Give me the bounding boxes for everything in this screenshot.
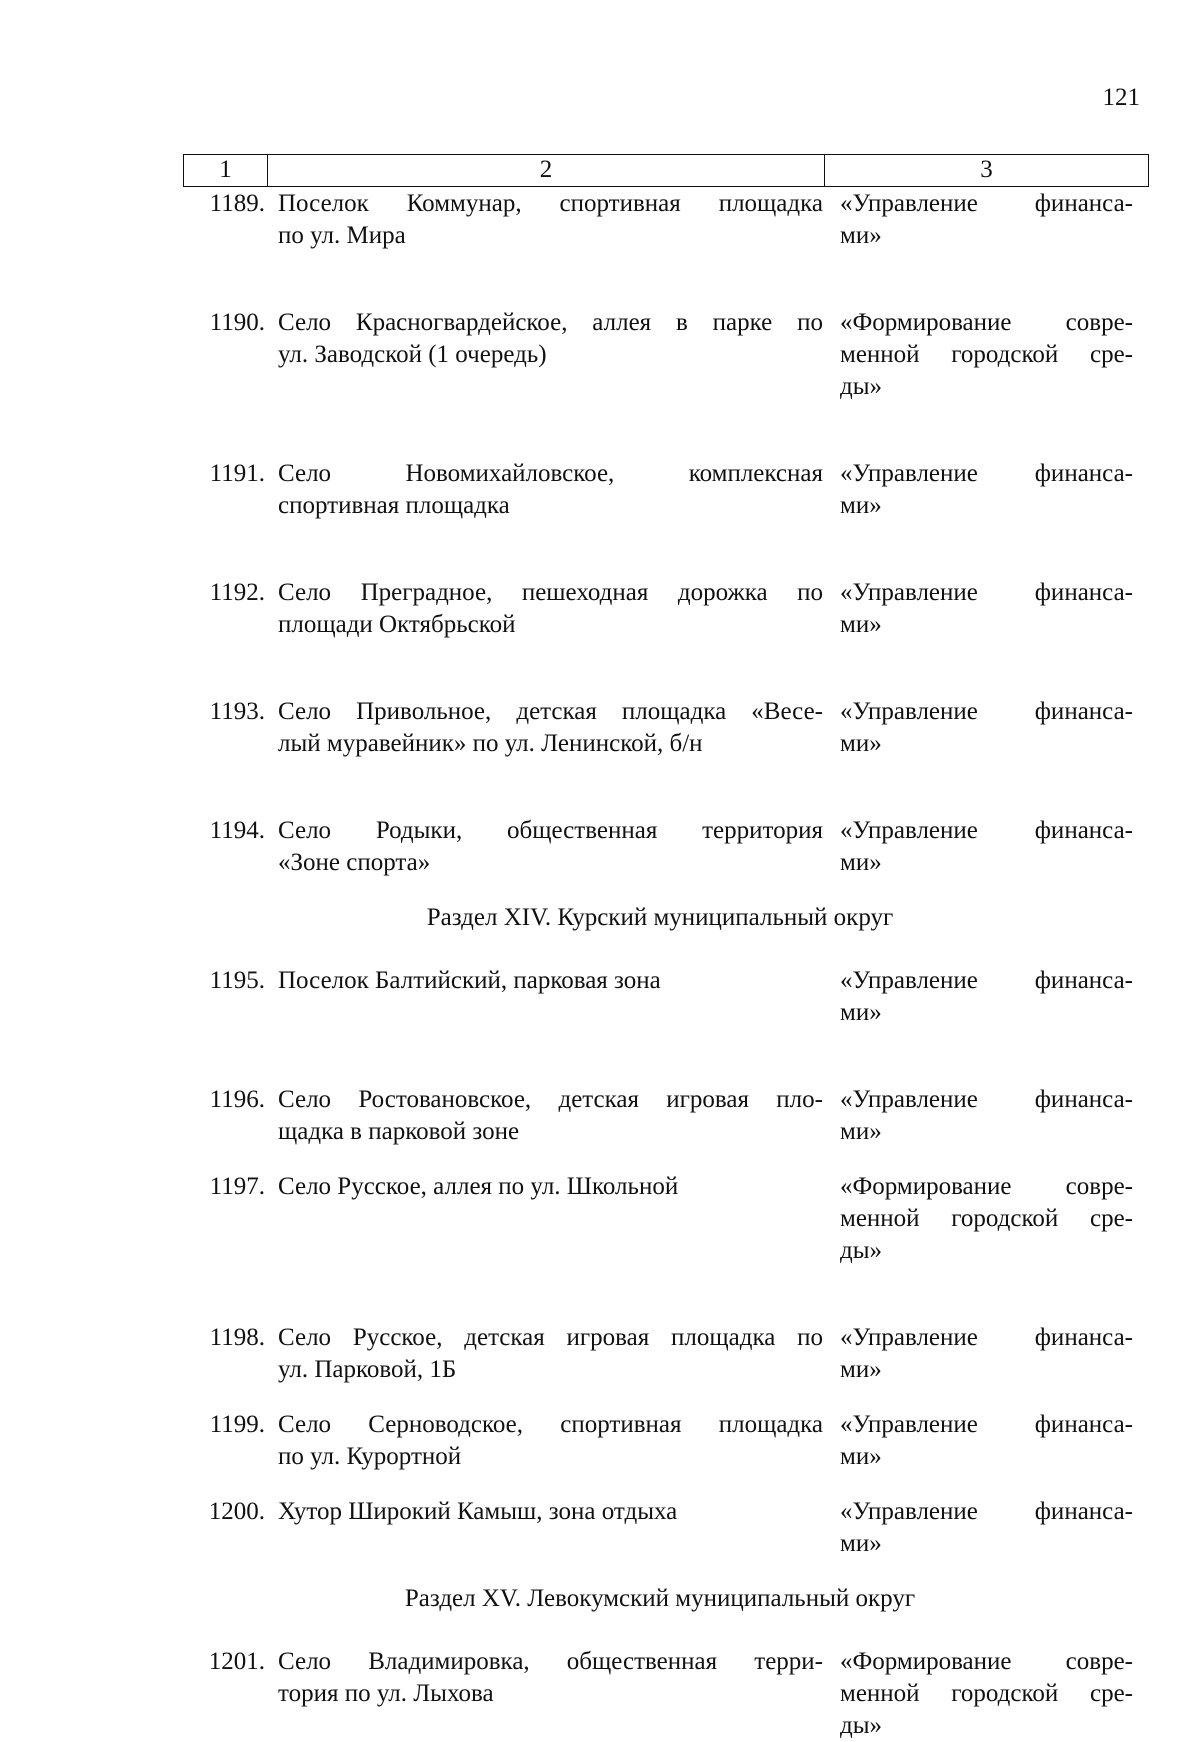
program-name-line: «Формирование совре- bbox=[840, 1648, 1133, 1675]
row-number: 1198. bbox=[209, 1324, 265, 1351]
table-row bbox=[0, 815, 1200, 879]
table-row bbox=[0, 1171, 1200, 1267]
program-name bbox=[823, 815, 1133, 879]
object-name-line: Село Владимировка, общественная терри- bbox=[278, 1648, 823, 1675]
object-name-line: площади Октябрьской bbox=[278, 611, 516, 638]
table-header bbox=[183, 154, 1149, 187]
object-name-line: Хутор Широкий Камыш, зона отдыха bbox=[278, 1498, 678, 1525]
table-row bbox=[0, 458, 1200, 522]
object-name-line: Село Новомихайловское, комплексная bbox=[278, 460, 823, 487]
object-name bbox=[265, 1646, 823, 1742]
row-number: 1199. bbox=[209, 1411, 265, 1438]
program-name bbox=[823, 965, 1133, 1029]
object-name-line: ул. Заводской (1 очередь) bbox=[278, 341, 547, 368]
object-name-line: Поселок Коммунар, спортивная площадка bbox=[278, 190, 823, 217]
object-name-line: тория по ул. Лыхова bbox=[278, 1680, 494, 1707]
row-number: 1197. bbox=[209, 1173, 265, 1200]
object-name-line: Село Привольное, детская площадка «Весе- bbox=[278, 698, 823, 725]
program-name-line: ми» bbox=[840, 999, 882, 1026]
program-name-line: «Формирование совре- bbox=[840, 1173, 1133, 1200]
row-number: 1193. bbox=[209, 698, 265, 725]
program-name-line: ми» bbox=[840, 492, 882, 519]
program-name-line: «Управление финанса- bbox=[840, 967, 1133, 994]
table-row bbox=[0, 307, 1200, 403]
object-name bbox=[265, 1084, 823, 1148]
header-col-3: 3 bbox=[980, 156, 993, 183]
program-name-line: «Управление финанса- bbox=[840, 1498, 1133, 1525]
rows-group-b bbox=[0, 965, 1200, 1560]
program-name bbox=[823, 1084, 1133, 1148]
object-name-line: Село Русское, детская игровая площадка по bbox=[278, 1324, 823, 1351]
rows-group-a bbox=[0, 188, 1200, 879]
row-number: 1192. bbox=[209, 579, 265, 606]
program-name-line: ды» bbox=[840, 1712, 883, 1739]
object-name bbox=[265, 1409, 823, 1473]
object-name bbox=[265, 577, 823, 641]
rows-group-c bbox=[0, 1646, 1200, 1742]
program-name-line: «Управление финанса- bbox=[840, 698, 1133, 725]
program-name-line: ми» bbox=[840, 222, 882, 249]
program-name bbox=[823, 458, 1133, 522]
program-name-line: ды» bbox=[840, 1237, 883, 1264]
program-name bbox=[823, 1409, 1133, 1473]
object-name-line: Село Ростовановское, детская игровая пло- bbox=[278, 1086, 823, 1113]
program-name-line: «Управление финанса- bbox=[840, 1411, 1133, 1438]
header-col-1: 1 bbox=[184, 155, 268, 186]
table-row bbox=[0, 696, 1200, 760]
header-col-2: 2 bbox=[268, 155, 825, 186]
table-row bbox=[0, 1409, 1200, 1473]
program-name bbox=[823, 1646, 1133, 1742]
table-row bbox=[0, 577, 1200, 641]
object-name bbox=[265, 1322, 823, 1386]
row-number: 1201. bbox=[208, 1648, 265, 1675]
row-number: 1195. bbox=[209, 967, 265, 994]
object-name bbox=[265, 815, 823, 879]
object-name-line: спортивная площадка bbox=[278, 492, 510, 519]
program-name bbox=[823, 1496, 1133, 1560]
program-name-line: «Управление финанса- bbox=[840, 1324, 1133, 1351]
page-number: 121 bbox=[1102, 84, 1140, 111]
object-name-line: «Зоне спорта» bbox=[278, 849, 431, 876]
table-row bbox=[0, 965, 1200, 1029]
program-name-line: ми» bbox=[840, 849, 882, 876]
object-name-line: по ул. Мира bbox=[278, 222, 406, 249]
row-number: 1200. bbox=[208, 1498, 265, 1525]
program-name-line: ми» bbox=[840, 611, 882, 638]
row-number: 1189. bbox=[209, 190, 265, 217]
object-name bbox=[265, 307, 823, 403]
table-row bbox=[0, 1084, 1200, 1148]
object-name-line: Поселок Балтийский, парковая зона bbox=[278, 967, 661, 994]
program-name-line: ми» bbox=[840, 730, 882, 757]
program-name-line: «Управление финанса- bbox=[840, 579, 1133, 606]
program-name-line: ми» bbox=[840, 1443, 882, 1470]
program-name-line: «Управление финанса- bbox=[840, 190, 1133, 217]
object-name-line: лый муравейник» по ул. Ленинской, б/н bbox=[278, 730, 703, 757]
table-row bbox=[0, 1496, 1200, 1560]
object-name-line: щадка в парковой зоне bbox=[278, 1118, 520, 1145]
table-row bbox=[0, 188, 1200, 252]
program-name-line: менной городской сре- bbox=[840, 1205, 1133, 1232]
program-name-line: «Управление финанса- bbox=[840, 1086, 1133, 1113]
program-name-line: ды» bbox=[840, 373, 883, 400]
program-name bbox=[823, 577, 1133, 641]
table-body bbox=[0, 188, 1200, 1742]
program-name bbox=[823, 696, 1133, 760]
object-name bbox=[265, 188, 823, 252]
object-name bbox=[265, 696, 823, 760]
object-name-line: Село Родыки, общественная территория bbox=[278, 817, 823, 844]
object-name bbox=[265, 1171, 823, 1267]
table-row bbox=[0, 1322, 1200, 1386]
row-number: 1194. bbox=[209, 817, 265, 844]
object-name bbox=[265, 458, 823, 522]
program-name bbox=[823, 1322, 1133, 1386]
program-name-line: «Управление финанса- bbox=[840, 817, 1133, 844]
program-name bbox=[823, 188, 1133, 252]
object-name bbox=[265, 965, 823, 1029]
program-name-line: «Формирование совре- bbox=[840, 309, 1133, 336]
program-name-line: «Управление финанса- bbox=[840, 460, 1133, 487]
program-name-line: менной городской сре- bbox=[840, 341, 1133, 368]
row-number: 1196. bbox=[209, 1086, 265, 1113]
table-row bbox=[0, 1646, 1200, 1742]
program-name-line: ми» bbox=[840, 1530, 882, 1557]
program-name-line: ми» bbox=[840, 1356, 882, 1383]
object-name-line: Село Преградное, пешеходная дорожка по bbox=[278, 579, 823, 606]
program-name-line: менной городской сре- bbox=[840, 1680, 1133, 1707]
object-name-line: Село Русское, аллея по ул. Школьной bbox=[278, 1173, 679, 1200]
object-name-line: Село Серноводское, спортивная площадка bbox=[278, 1411, 823, 1438]
object-name-line: Село Красногвардейское, аллея в парке по bbox=[278, 309, 823, 336]
object-name-line: по ул. Курортной bbox=[278, 1443, 462, 1470]
program-name bbox=[823, 307, 1133, 403]
section-heading-xv: Раздел XV. Левокумский муниципальный округ bbox=[404, 1585, 916, 1612]
program-name-line: ми» bbox=[840, 1118, 882, 1145]
object-name-line: ул. Парковой, 1Б bbox=[278, 1356, 457, 1383]
program-name bbox=[823, 1171, 1133, 1267]
row-number: 1190. bbox=[209, 309, 265, 336]
row-number: 1191. bbox=[209, 460, 265, 487]
section-heading-xiv: Раздел XIV. Курский муниципальный округ bbox=[426, 904, 894, 931]
object-name bbox=[265, 1496, 823, 1560]
